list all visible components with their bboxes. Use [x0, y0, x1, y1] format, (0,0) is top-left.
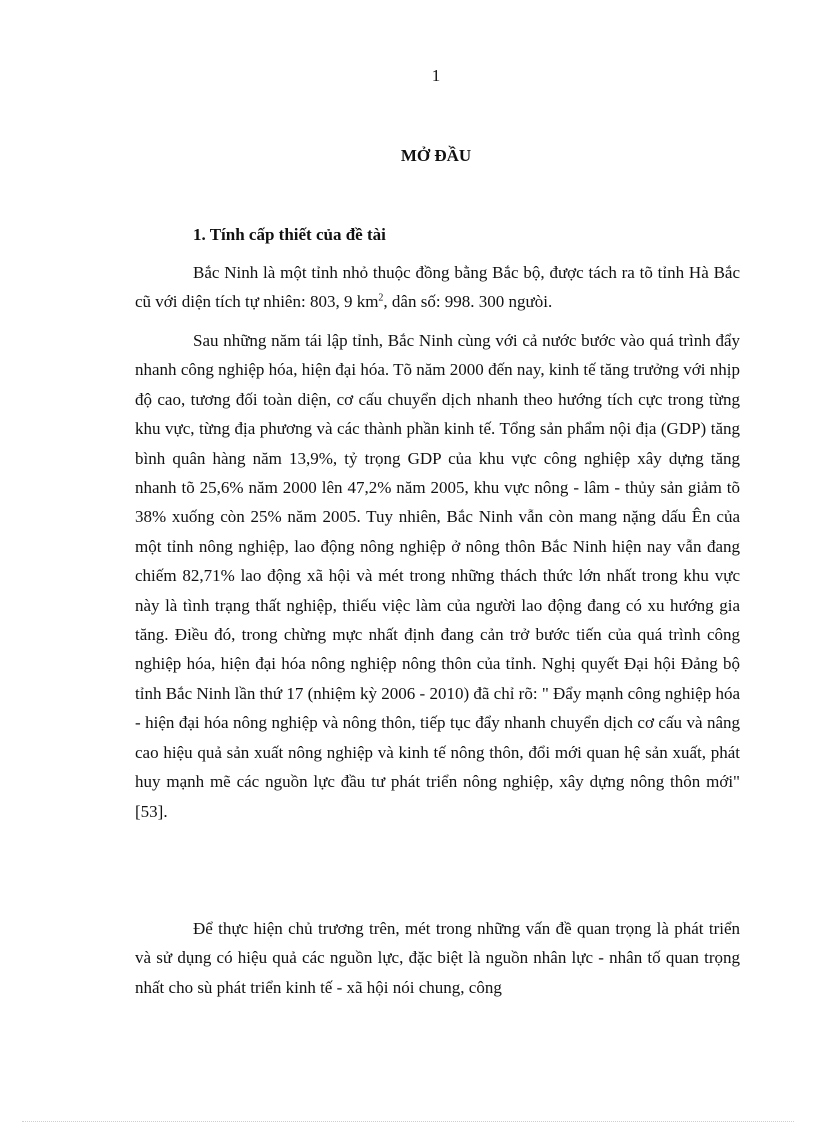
superscript-two: 2 — [378, 292, 384, 304]
paragraph-implementation: Để thực hiện chủ trương trên, mét trong những vấn đề quan trọng là phát triển và sử dụng có hiệu quả các nguồn lực, đặc biệt là nguồn nhân lực - nhân tố quan trọng nhất cho sù phát triển kinh tế - xã hội nói chung, công — [135, 919, 740, 997]
page-number: 1 — [431, 66, 441, 85]
section-title: 1. Tính cấp thiết của đề tài — [193, 225, 386, 244]
paragraph-development: Sau những năm tái lập tỉnh, Bắc Ninh cùng với cả nước bước vào quá trình đẩy nhanh công nghiệp hóa, hiện đại hóa. Tõ năm 2000 đến nay, kinh tế tăng trưởng với nhịp độ cao, tương đối toàn diện, cơ cấu chuyển dịch nhanh theo hướng tích cực trong từng khu vực, từng địa phương và các thành phần kinh tế. Tổng sản phẩm nội địa (GDP) tăng bình quân hàng năm 13,9%, tỷ trọng GDP của khu vực công nghiệp xây dựng tăng nhanh tõ 25,6% năm 2000 lên 47,2% năm 2005, khu vực nông - lâm - thủy sản giảm tõ 38% xuống còn 25% năm 2005. Tuy nhiên, Bắc Ninh vẫn còn mang nặng dấu Ên của một tỉnh nông nghiệp, lao động nông nghiệp ở nông thôn Bắc Ninh hiện nay vẫn đang chiếm 82,71% lao động xã hội và mét trong những thách thức lớn nhất trong khu vực này là tình trạng thất nghiệp, thiếu việc làm của người lao động đang có xu hướng gia tăng. Điều đó, trong chừng mực nhất định đang cản trở bước tiến của quá trình công nghiệp hóa, hiện đại hóa nông nghiệp nông thôn của tỉnh. Nghị quyết Đại hội Đảng bộ tỉnh Bắc Ninh lần thứ 17 (nhiệm kỳ 2006 - 2010) đã chỉ rõ: " Đẩy mạnh công nghiệp hóa - hiện đại hóa nông nghiệp và nông thôn, tiếp tục đẩy nhanh chuyển dịch cơ cấu và nâng cao hiệu quả sản xuất nông nghiệp và kinh tế nông thôn, đổi mới quan hệ sản xuất, phát huy mạnh mẽ các nguồn lực đầu tư phát triển nông nghiệp, xây dựng nông thôn mới" [53]. — [135, 331, 740, 821]
paragraph-intro-text: Bắc Ninh là một tỉnh nhỏ thuộc đồng bằng Bắc bộ, được tách ra tõ tỉnh Hà Bắc cũ với diện tích tự nhiên: 803, 9 km — [135, 263, 740, 312]
page-bottom-divider — [22, 1121, 794, 1122]
paragraph-intro — [135, 258, 740, 317]
paragraph-intro-text-end: , dân số: 998. 300 ngưòi. — [383, 292, 553, 312]
page-heading: MỞ ĐẦU — [400, 146, 472, 165]
